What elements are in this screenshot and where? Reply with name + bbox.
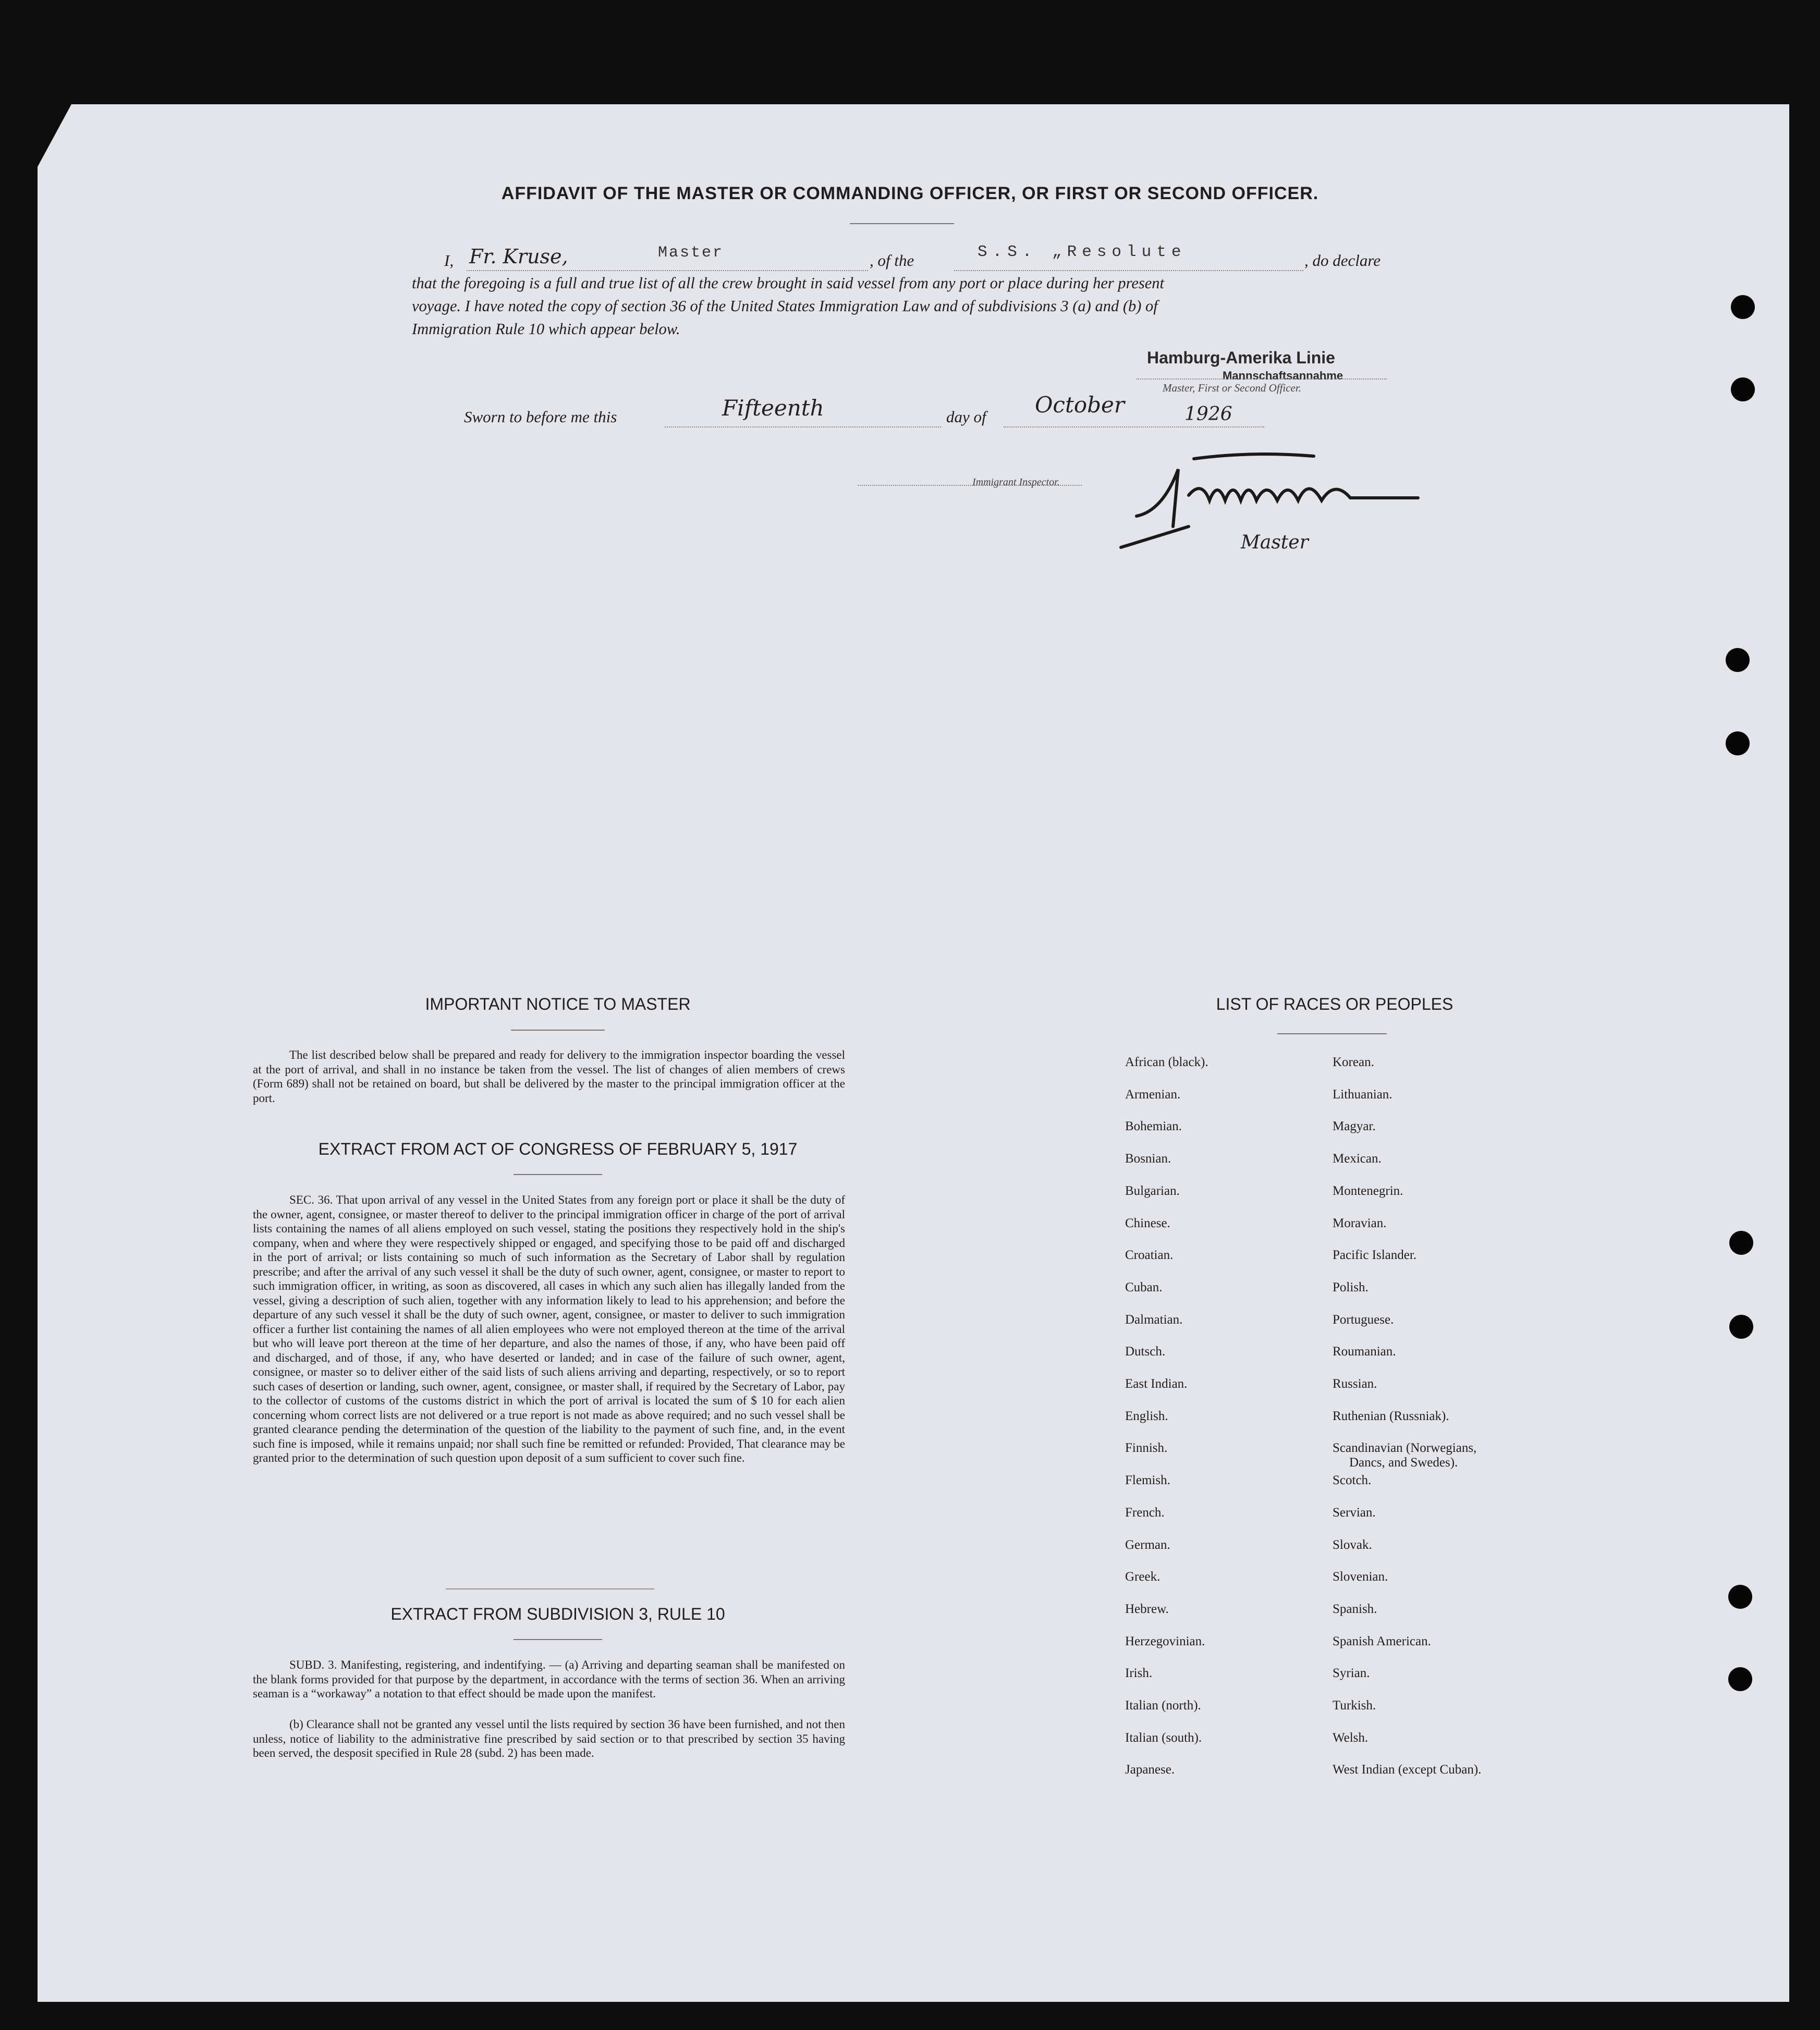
punch-hole [1731, 377, 1755, 401]
extract-act-underline [514, 1174, 602, 1175]
extract-rule-text-b: (b) Clearance shall not be granted any vessel until the lists required by section 36 have been furnished, and not then unless, notice of liability to the administrative fine prescribed by said section or to that prescribed by section 35 having been served, the desposit specified in Rule 28 (subd. 2) has been made. [253, 1718, 845, 1759]
race-item: Dancs, and Swedes). [1349, 1456, 1458, 1470]
race-item: West Indian (except Cuban). [1333, 1763, 1482, 1777]
race-item: Spanish American. [1333, 1634, 1431, 1648]
race-item: Russian. [1333, 1377, 1377, 1391]
sworn-day-handwritten: Fifteenth [722, 395, 824, 421]
race-item: Portuguese. [1333, 1312, 1394, 1327]
race-item: Italian (south). [1125, 1730, 1202, 1745]
race-item: Pacific Islander. [1333, 1248, 1417, 1263]
officer-caption: Master, First or Second Officer. [1163, 382, 1301, 394]
race-item: Herzegovinian. [1125, 1634, 1205, 1648]
officer-sign-line [1137, 378, 1387, 380]
race-item: Servian. [1333, 1505, 1376, 1520]
punch-hole [1729, 1231, 1753, 1255]
notice-title: IMPORTANT NOTICE TO MASTER [425, 995, 691, 1013]
race-item: Mexican. [1333, 1152, 1382, 1166]
extract-act-text: SEC. 36. That upon arrival of any vessel in the United States from any foreign port or place it shall be the duty of the owner, agent, consignee, or master thereof to deliver to the principal immigration officer in charge of the port of arrival lists containing the names of all aliens employed on such vessel, stating the positions they respectively hold in the ship's company, when and where they were respectively shipped or engaged, and specifying those to be paid off and discharged in the port of arrival; or lists containing so much of such information as the Secretary of Labor shall by regulation prescribe; and after the arrival of any such vessel it shall be the duty of such owner, agent, consignee, or master to report to such immigration officer, in writing, as soon as discovered, all cases in which any such alien has illegally landed from the vessel, giving a description of such alien, together with any information likely to lead to his apprehension; and before the departure of any such vessel it shall be the duty of such owner, agent, consignee, or master to deliver to such immigration officer a further list containing the names of all alien employees who were not employed thereon at the time of the arrival but who will leave port thereon at the time of her departure, and also the names of those, if any, who have been paid off and discharged, and of those, if any, who have deserted or landed; and in case of the failure of such owner, agent, consignee, or master so to deliver either of the said lists of such aliens arriving and departing, respectively, or so to report such cases of desertion or landing, such owner, agent, consignee, or master shall, if required by the Secretary of Labor, pay to the collector of customs of the customs district in which the port of arrival is located the sum of $ 10 for each alien concerning whom correct lists are not delivered or a true report is not made as above required; and no such vessel shall be granted clearance pending the determination of the question of the liability to the payment of such fine, and, in the event such fine is imposed, while it remains unpaid; nor shall such fine be remitted or refunded: Provided, That clearance may be granted prior to the determination of such question upon deposit of a sum sufficient to cover such fine. [253, 1193, 845, 1464]
race-item: Slovenian. [1333, 1570, 1388, 1584]
race-item: Dalmatian. [1125, 1312, 1183, 1327]
race-item: Moravian. [1333, 1216, 1387, 1230]
sworn-month-handwritten: October [1035, 392, 1125, 418]
race-item: English. [1125, 1409, 1168, 1423]
shipping-line-stamp: Hamburg-Amerika Linie [1147, 348, 1335, 367]
name-fill-line [467, 270, 868, 271]
section-divider [446, 1588, 654, 1589]
race-item: French. [1125, 1505, 1165, 1520]
race-item: Magyar. [1333, 1119, 1376, 1134]
race-item: Cuban. [1125, 1280, 1163, 1294]
race-item: Irish. [1125, 1666, 1153, 1681]
race-item: Bosnian. [1125, 1152, 1171, 1166]
sworn-label: Sworn to before me this [464, 408, 617, 426]
race-item: German. [1125, 1537, 1170, 1552]
race-item: Spanish. [1333, 1601, 1377, 1616]
crew-office-stamp: Mannschaftsannahme [1223, 369, 1343, 382]
extract-act-title: EXTRACT FROM ACT OF CONGRESS OF FEBRUARY 5, 1917 [318, 1140, 798, 1158]
race-item: Polish. [1333, 1280, 1369, 1294]
extract-rule-text-a: SUBD. 3. Manifesting, registering, and indentifying. — (a) Arriving and departing seaman shall be manifested on the blank forms provided for that purpose by the department, in accordance with the terms of section 36. When an arriving seaman is a “workaway” a notation to that effect should be made upon the manifest. [253, 1658, 845, 1700]
race-item: Japanese. [1125, 1763, 1175, 1777]
race-item: Welsh. [1333, 1730, 1369, 1745]
vessel-fill-line [954, 270, 1303, 271]
month-fill-line [1004, 426, 1264, 427]
affidavit-title: AFFIDAVIT OF THE MASTER OR COMMANDING OFFICER, OR FIRST OR SECOND OFFICER. [501, 184, 1319, 203]
race-item: Ruthenian (Russniak). [1333, 1409, 1449, 1423]
punch-hole [1731, 295, 1755, 319]
race-item: Armenian. [1125, 1087, 1181, 1102]
race-item: Italian (north). [1125, 1698, 1201, 1713]
race-item: Syrian. [1333, 1666, 1370, 1681]
notice-text: The list described below shall be prepared and ready for delivery to the immigration inspector boarding the vessel at the port of arrival, and shall in no instance be taken from the vessel. The list of changes of alien members of crews (Form 689) shall not be retained on board, but shall be delivered by the master to the principal immigration officer at the port. [253, 1048, 845, 1105]
title-underline [850, 223, 954, 224]
race-item: Korean. [1333, 1055, 1374, 1069]
affidavit-line-4: Immigration Rule 10 which appear below. [412, 320, 680, 338]
punch-hole [1729, 1315, 1753, 1339]
do-declare-label: , do declare [1304, 251, 1381, 270]
race-item: Turkish. [1333, 1698, 1376, 1713]
day-fill-line [665, 426, 941, 427]
races-title: LIST OF RACES OR PEOPLES [1216, 995, 1453, 1013]
race-item: Finnish. [1125, 1441, 1168, 1456]
race-item: Montenegrin. [1333, 1183, 1403, 1198]
affidavit-pronoun: I, [444, 251, 454, 270]
punch-hole [1728, 1667, 1752, 1691]
rank-typed: Master [658, 244, 724, 262]
extract-rule-title: EXTRACT FROM SUBDIVISION 3, RULE 10 [390, 1605, 725, 1623]
sworn-year: 1926 [1184, 403, 1232, 425]
day-of-label: day of [946, 408, 986, 426]
of-the-label: , of the [870, 251, 914, 270]
race-item: Scotch. [1333, 1473, 1372, 1488]
race-item: Roumanian. [1333, 1344, 1396, 1359]
affidavit-line-2: that the foregoing is a full and true list of all the crew brought in said vessel from any port or place during her present [412, 274, 1165, 292]
race-item: Bulgarian. [1125, 1183, 1180, 1198]
race-item: East Indian. [1125, 1377, 1188, 1391]
races-underline [1277, 1033, 1387, 1034]
race-item: Scandinavian (Norwegians, [1333, 1441, 1477, 1456]
race-item: Chinese. [1125, 1216, 1170, 1230]
race-item: Croatian. [1125, 1248, 1174, 1263]
punch-hole [1726, 648, 1750, 672]
signature-role: Master [1241, 532, 1309, 553]
race-item: Lithuanian. [1333, 1087, 1393, 1102]
master-name-handwritten: Fr. Kruse, [469, 245, 568, 268]
race-item: Hebrew. [1125, 1601, 1169, 1616]
extract-rule-underline [514, 1639, 602, 1640]
race-item: Slovak. [1333, 1537, 1372, 1552]
race-item: Dutsch. [1125, 1344, 1166, 1359]
affidavit-line-3: voyage. I have noted the copy of section 36 of the United States Immigration Law and of subdivisions 3 (a) and (b) of [412, 297, 1158, 315]
inspector-caption: Immigrant Inspector. [972, 476, 1060, 488]
vessel-typed: S.S. „Resolute [978, 243, 1187, 261]
notice-underline [511, 1030, 605, 1031]
race-item: Bohemian. [1125, 1119, 1182, 1134]
race-item: Flemish. [1125, 1473, 1170, 1488]
punch-hole [1728, 1585, 1752, 1609]
race-item: Greek. [1125, 1570, 1161, 1584]
punch-hole [1726, 731, 1750, 755]
race-item: African (black). [1125, 1055, 1208, 1069]
signature-text: Kruse [1116, 448, 1117, 449]
